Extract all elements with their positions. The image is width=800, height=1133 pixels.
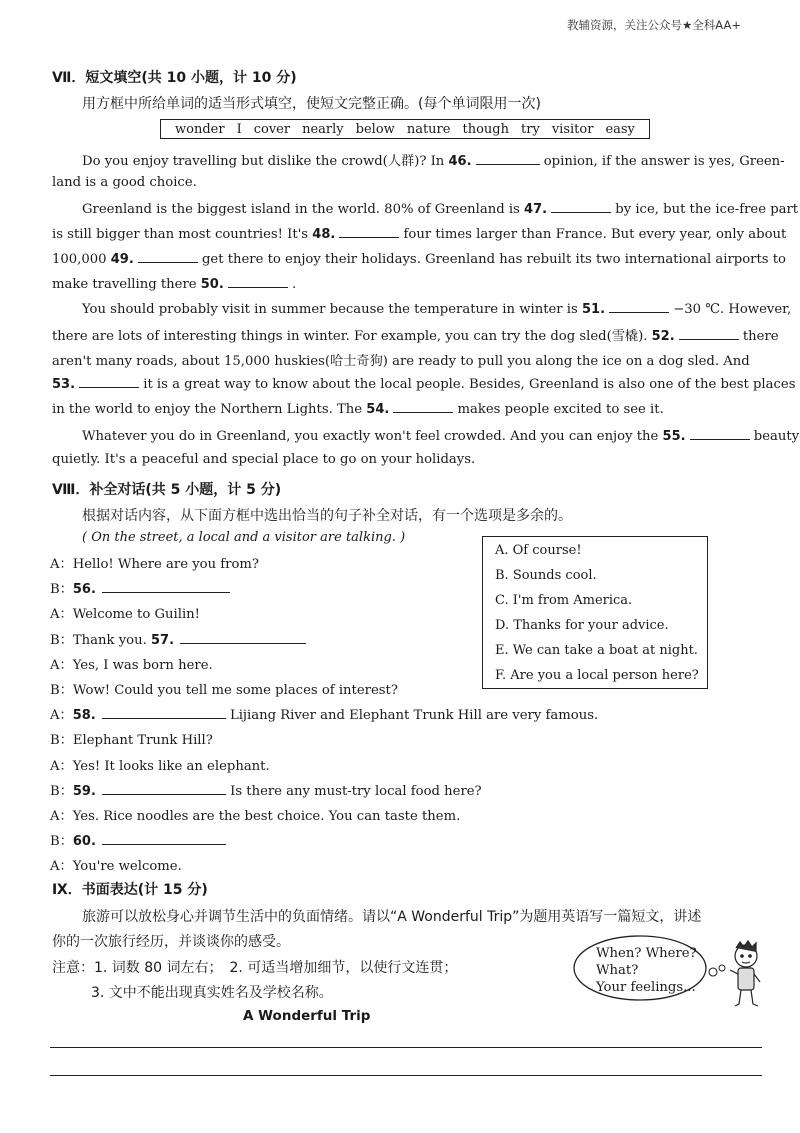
passage-line <box>52 350 750 369</box>
section8-heading: Ⅷ．补全对话(共 5 小题，计 5 分) <box>52 482 282 498</box>
passage-text: . <box>287 277 297 292</box>
passage-text: four times larger than France. But every year, only about <box>399 227 787 242</box>
speaker-label: B： <box>50 582 73 598</box>
dialogue-text: Hello! Where are you from? <box>72 557 259 572</box>
passage-text: Greenland is the biggest island in the world. 80% of Greenland is <box>82 202 525 217</box>
dialogue-scene: ( On the street, a local and a visitor are talking. ) <box>82 530 406 545</box>
speaker-label: A： <box>50 758 73 774</box>
question-number: 56. <box>72 582 96 598</box>
dialogue-line <box>50 755 270 774</box>
answer-blank[interactable] <box>102 832 226 845</box>
passage-text: land is a good choice. <box>52 175 197 190</box>
answer-blank[interactable] <box>609 300 669 313</box>
dialogue-text: Yes. Rice noodles are the best choice. You can taste them. <box>72 809 461 824</box>
passage-line <box>82 150 785 169</box>
passage-line <box>52 375 795 392</box>
passage-text: beauty <box>749 429 800 444</box>
option-item: D. Thanks for your advice. <box>495 618 669 633</box>
passage-line <box>52 175 197 190</box>
question-number: 46. <box>448 154 472 169</box>
passage-text: is still bigger than most countries! It's <box>52 227 313 242</box>
passage-line <box>52 250 786 267</box>
question-number: 59. <box>72 783 96 799</box>
options-box <box>482 536 708 689</box>
dialogue-line <box>50 578 230 597</box>
passage-text: 100,000 <box>52 252 111 267</box>
header-watermark: 教辅资源，关注公众号★全科AA+ <box>567 18 741 32</box>
question-number: 48. <box>312 227 336 242</box>
dialogue-text: Yes! It looks like an elephant. <box>72 758 270 774</box>
dialogue-text: Thank you. <box>72 632 151 648</box>
word-bank-item: easy <box>605 121 635 137</box>
dialogue-text: Welcome to Guilin! <box>72 607 200 623</box>
passage-text: there are lots of interesting things in winter. For example, you can try the dog sled(雪橇). <box>52 329 652 344</box>
section7-heading: Ⅶ．短文填空(共 10 小题，计 10 分) <box>52 70 297 86</box>
passage-text: get there to enjoy their holidays. Greenland has rebuilt its two international airports to <box>197 252 786 267</box>
question-number: 58. <box>72 708 96 724</box>
question-number: 60. <box>72 834 96 850</box>
passage-text: it is a great way to know about the local people. Besides, Greenland is also one of the best places <box>139 377 796 392</box>
writing-prompt-line1: 旅游可以放松身心并调节生活中的负面情绪。请以“A Wonderful Trip”为题用英语写一篇短文，讲述 <box>82 909 702 925</box>
passage-line <box>82 427 799 444</box>
dialogue-text: Elephant Trunk Hill? <box>72 733 213 749</box>
thinking-boy-icon <box>730 941 760 1006</box>
question-number: 52. <box>651 329 675 344</box>
essay-title: A Wonderful Trip <box>243 1008 371 1024</box>
answer-blank[interactable] <box>228 275 288 288</box>
dialogue-line <box>50 805 460 824</box>
question-number: 50. <box>200 277 224 292</box>
speaker-label: A： <box>50 607 73 623</box>
option-item: C. I'm from America. <box>495 593 633 608</box>
word-bank-item: nature <box>406 121 451 137</box>
section9-heading: Ⅸ．书面表达(计 15 分) <box>52 882 208 898</box>
passage-text: make travelling there <box>52 277 201 292</box>
speaker-label: B： <box>50 783 73 799</box>
question-number: 47. <box>524 202 548 217</box>
note-line1: 注意：1. 词数 80 词左右； 2. 可适当增加细节，以使行文连贯； <box>52 960 458 976</box>
passage-text: in the world to enjoy the Northern Lights. The <box>52 402 367 417</box>
answer-blank[interactable] <box>339 225 399 238</box>
dialogue-line <box>50 729 213 748</box>
dialogue-text: Yes, I was born here. <box>72 657 213 673</box>
writing-line <box>50 1047 762 1048</box>
speaker-label: A： <box>50 657 73 673</box>
answer-blank[interactable] <box>679 327 739 340</box>
word-bank-item: try <box>521 121 540 137</box>
note-line2: 3. 文中不能出现真实姓名及学校名称。 <box>91 985 333 1001</box>
bubble-line-2: What? <box>596 963 639 978</box>
passage-line <box>52 325 779 344</box>
answer-blank[interactable] <box>102 782 226 795</box>
speaker-label: A： <box>50 708 73 724</box>
word-bank-item: wonder <box>175 121 225 137</box>
word-bank-item: though <box>462 121 509 137</box>
dialogue-line <box>50 603 200 622</box>
passage-line <box>52 400 664 417</box>
dialogue-line <box>50 780 482 799</box>
option-item: F. Are you a local person here? <box>495 668 699 683</box>
writing-line <box>50 1075 762 1076</box>
word-bank-box <box>160 119 650 139</box>
passage-line <box>52 225 786 242</box>
question-number: 49. <box>110 252 134 267</box>
passage-text: Do you enjoy travelling but dislike the crowd(人群)? In <box>82 154 449 169</box>
answer-blank[interactable] <box>102 706 226 719</box>
passage-text: there <box>738 329 779 344</box>
answer-blank[interactable] <box>180 631 306 644</box>
dialogue-line <box>50 679 398 698</box>
passage-text: makes people excited to see it. <box>453 402 664 417</box>
dialogue-line <box>50 855 182 874</box>
passage-text: by ice, but the ice-free part <box>611 202 799 217</box>
question-number: 51. <box>581 302 606 317</box>
question-number: 55. <box>662 429 686 444</box>
dialogue-text: Wow! Could you tell me some places of interest? <box>72 683 398 698</box>
dialogue-line <box>50 629 306 648</box>
word-bank-item: nearly <box>302 121 344 137</box>
passage-text: −30 ℃. However, <box>669 302 792 317</box>
word-bank-item: below <box>355 121 395 137</box>
passage-text: Whatever you do in Greenland, you exactly won't feel crowded. And you can enjoy the <box>82 429 663 444</box>
speaker-label: B： <box>50 834 73 850</box>
answer-blank[interactable] <box>690 427 750 440</box>
dialogue-line <box>50 830 226 849</box>
passage-text: aren't many roads, about 15,000 huskies(哈士奇狗) are ready to pull you along the ice on a dog sled. And <box>52 354 750 369</box>
question-number: 57. <box>151 632 175 648</box>
dialogue-line <box>50 654 213 673</box>
dialogue-text: You're welcome. <box>72 859 182 875</box>
passage-text: quietly. It's a peaceful and special place to go on your holidays. <box>52 452 476 467</box>
writing-prompt-line2: 你的一次旅行经历，并谈谈你的感受。 <box>52 934 290 950</box>
word-bank-item: cover <box>253 121 291 137</box>
speaker-label: B： <box>50 733 73 749</box>
question-number: 53. <box>52 377 76 392</box>
dialogue-line <box>50 553 259 572</box>
answer-blank[interactable] <box>138 250 198 263</box>
dialogue-line <box>50 704 598 723</box>
passage-text: opinion, if the answer is yes, Green- <box>539 154 785 169</box>
answer-blank[interactable] <box>79 375 139 388</box>
speaker-label: B： <box>50 683 73 698</box>
speaker-label: A： <box>50 557 73 572</box>
passage-line <box>82 200 798 217</box>
passage-line <box>52 275 296 292</box>
passage-text: You should probably visit in summer because the temperature in winter is <box>82 302 582 317</box>
dialogue-text: Lijiang River and Elephant Trunk Hill are very famous. <box>225 708 599 724</box>
answer-blank[interactable] <box>551 200 611 213</box>
option-item: E. We can take a boat at night. <box>495 643 698 658</box>
section7-instruction: 用方框中所给单词的适当形式填空，使短文完整正确。(每个单词限用一次) <box>82 96 541 112</box>
passage-line <box>82 300 791 317</box>
option-item: A. Of course! <box>495 543 582 558</box>
speaker-label: A： <box>50 809 73 824</box>
answer-blank[interactable] <box>393 400 453 413</box>
section8-instruction: 根据对话内容，从下面方框中选出恰当的句子补全对话，有一个选项是多余的。 <box>82 508 572 524</box>
option-item: B. Sounds cool. <box>495 568 597 583</box>
bubble-line-1: When? Where? <box>596 946 697 961</box>
word-bank-item: I <box>236 121 242 137</box>
word-bank-item: visitor <box>551 121 594 137</box>
bubble-line-3: Your feelings... <box>596 980 696 995</box>
passage-line <box>52 452 475 467</box>
speaker-label: A： <box>50 859 73 875</box>
question-number: 54. <box>366 402 390 417</box>
dialogue-text: Is there any must-try local food here? <box>225 783 482 799</box>
speaker-label: B： <box>50 632 73 648</box>
answer-blank[interactable] <box>102 580 230 593</box>
answer-blank[interactable] <box>476 152 540 165</box>
